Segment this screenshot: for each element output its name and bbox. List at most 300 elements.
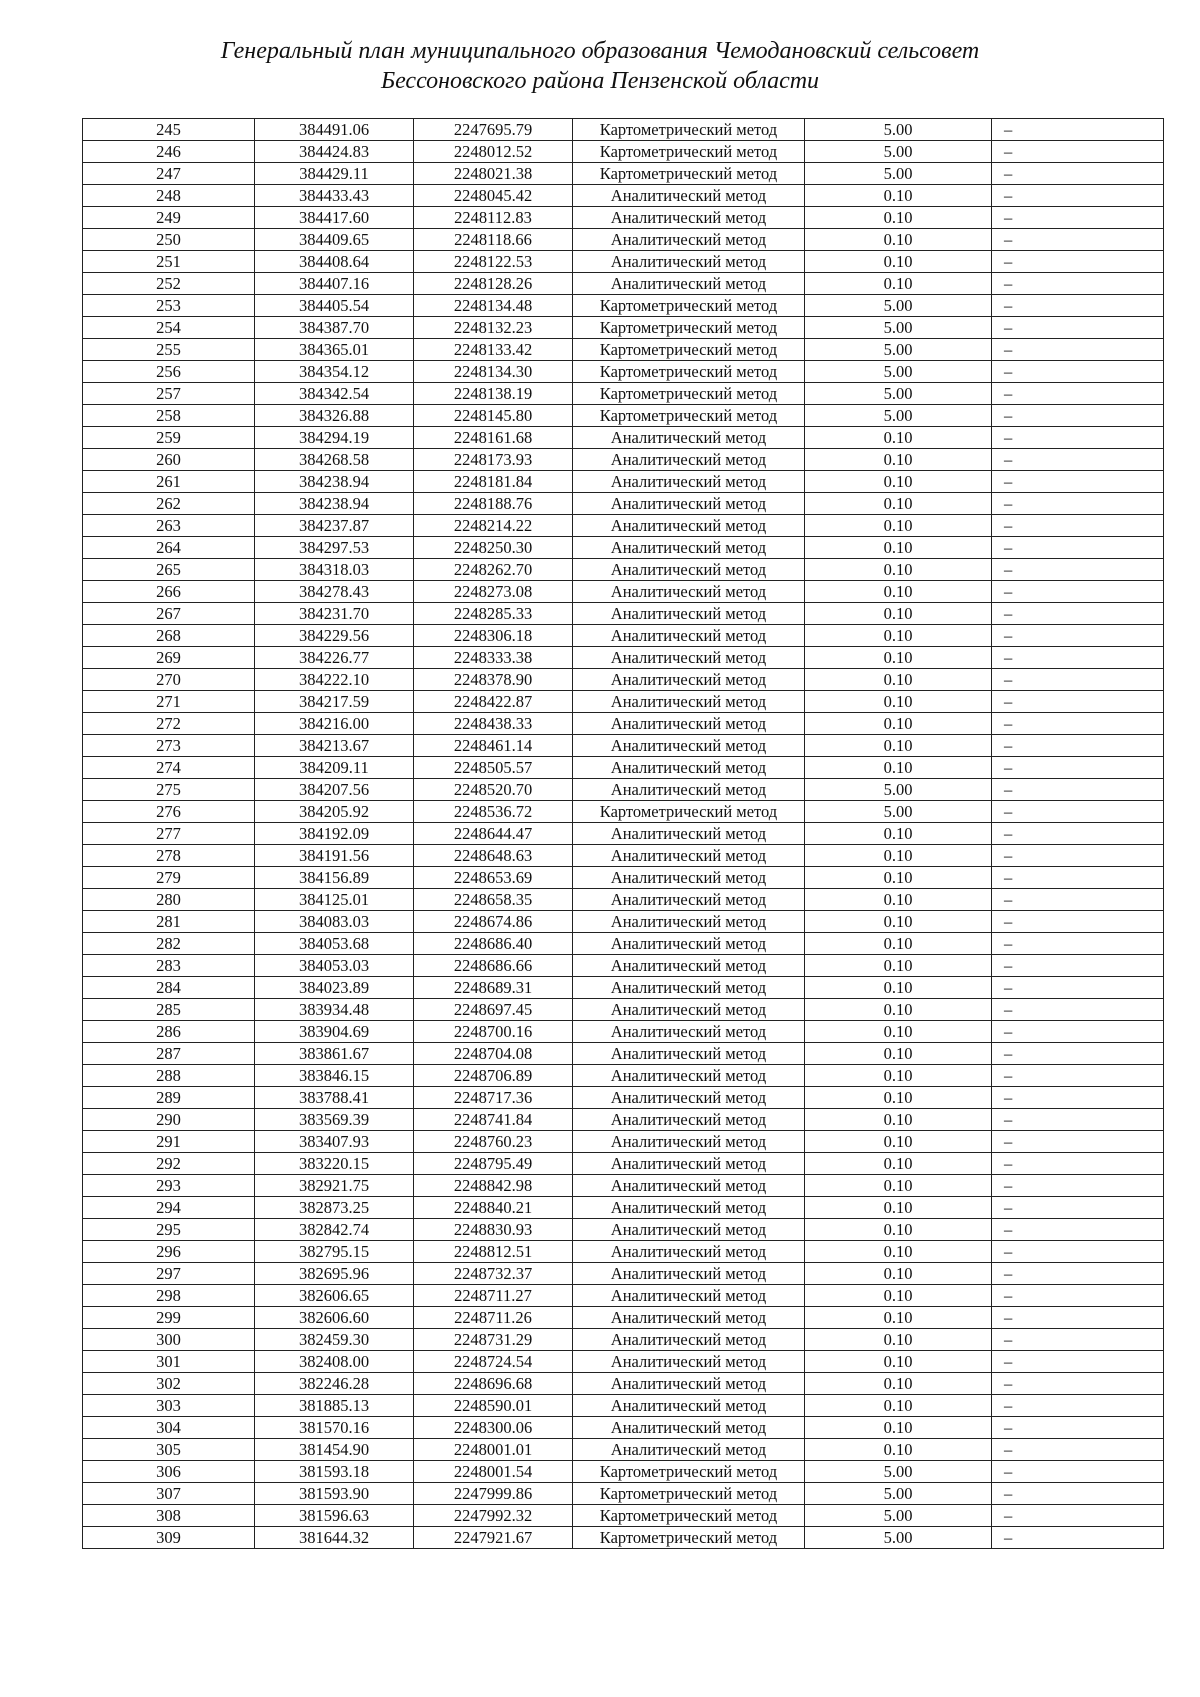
description-cell: –: [992, 559, 1164, 581]
y-coordinate-cell: 2248188.76: [414, 493, 573, 515]
table-row: [83, 889, 1164, 911]
description-cell: –: [992, 1043, 1164, 1065]
y-coordinate-cell: 2248306.18: [414, 625, 573, 647]
x-coordinate-cell: 384209.11: [255, 757, 414, 779]
table-row: [83, 1351, 1164, 1373]
accuracy-cell: 0.10: [805, 207, 992, 229]
method-cell: Аналитический метод: [573, 845, 805, 867]
point-number-cell: 250: [83, 229, 255, 251]
table-row: [83, 647, 1164, 669]
accuracy-cell: 0.10: [805, 1065, 992, 1087]
x-coordinate-cell: 383569.39: [255, 1109, 414, 1131]
table-row: [83, 999, 1164, 1021]
description-cell: –: [992, 207, 1164, 229]
table-row: [83, 1065, 1164, 1087]
table-row: [83, 361, 1164, 383]
y-coordinate-cell: 2248181.84: [414, 471, 573, 493]
y-coordinate-cell: 2248012.52: [414, 141, 573, 163]
table-row: [83, 625, 1164, 647]
point-number-cell: 278: [83, 845, 255, 867]
x-coordinate-cell: 381593.90: [255, 1483, 414, 1505]
accuracy-cell: 5.00: [805, 1483, 992, 1505]
method-cell: Аналитический метод: [573, 735, 805, 757]
table-row: [83, 845, 1164, 867]
table-row: [83, 1527, 1164, 1549]
x-coordinate-cell: 383220.15: [255, 1153, 414, 1175]
method-cell: Аналитический метод: [573, 1439, 805, 1461]
table-row: [83, 603, 1164, 625]
method-cell: Аналитический метод: [573, 273, 805, 295]
x-coordinate-cell: 382921.75: [255, 1175, 414, 1197]
table-row: [83, 1153, 1164, 1175]
description-cell: –: [992, 779, 1164, 801]
table-row: [83, 1373, 1164, 1395]
method-cell: Аналитический метод: [573, 977, 805, 999]
accuracy-cell: 0.10: [805, 1439, 992, 1461]
description-cell: –: [992, 1461, 1164, 1483]
description-cell: –: [992, 845, 1164, 867]
point-number-cell: 258: [83, 405, 255, 427]
x-coordinate-cell: 384326.88: [255, 405, 414, 427]
accuracy-cell: 0.10: [805, 625, 992, 647]
table-row: [83, 471, 1164, 493]
description-cell: –: [992, 141, 1164, 163]
table-row: [83, 493, 1164, 515]
x-coordinate-cell: 384342.54: [255, 383, 414, 405]
accuracy-cell: 0.10: [805, 493, 992, 515]
method-cell: Аналитический метод: [573, 779, 805, 801]
x-coordinate-cell: 381593.18: [255, 1461, 414, 1483]
point-number-cell: 269: [83, 647, 255, 669]
description-cell: –: [992, 1175, 1164, 1197]
point-number-cell: 271: [83, 691, 255, 713]
accuracy-cell: 0.10: [805, 911, 992, 933]
point-number-cell: 291: [83, 1131, 255, 1153]
x-coordinate-cell: 384429.11: [255, 163, 414, 185]
description-cell: –: [992, 1351, 1164, 1373]
point-number-cell: 268: [83, 625, 255, 647]
method-cell: Аналитический метод: [573, 1153, 805, 1175]
x-coordinate-cell: 384268.58: [255, 449, 414, 471]
method-cell: Аналитический метод: [573, 1351, 805, 1373]
description-cell: –: [992, 625, 1164, 647]
x-coordinate-cell: 384053.03: [255, 955, 414, 977]
accuracy-cell: 0.10: [805, 1175, 992, 1197]
point-number-cell: 306: [83, 1461, 255, 1483]
method-cell: Аналитический метод: [573, 1285, 805, 1307]
method-cell: Аналитический метод: [573, 867, 805, 889]
table-row: [83, 251, 1164, 273]
accuracy-cell: 0.10: [805, 955, 992, 977]
point-number-cell: 294: [83, 1197, 255, 1219]
table-row: [83, 1219, 1164, 1241]
x-coordinate-cell: 383904.69: [255, 1021, 414, 1043]
x-coordinate-cell: 384433.43: [255, 185, 414, 207]
y-coordinate-cell: 2248700.16: [414, 1021, 573, 1043]
table-row: [83, 801, 1164, 823]
y-coordinate-cell: 2248840.21: [414, 1197, 573, 1219]
point-number-cell: 281: [83, 911, 255, 933]
accuracy-cell: 0.10: [805, 1197, 992, 1219]
table-row: [83, 1439, 1164, 1461]
accuracy-cell: 0.10: [805, 537, 992, 559]
point-number-cell: 289: [83, 1087, 255, 1109]
y-coordinate-cell: 2248161.68: [414, 427, 573, 449]
method-cell: Картометрический метод: [573, 361, 805, 383]
point-number-cell: 287: [83, 1043, 255, 1065]
y-coordinate-cell: 2248333.38: [414, 647, 573, 669]
y-coordinate-cell: 2247921.67: [414, 1527, 573, 1549]
point-number-cell: 296: [83, 1241, 255, 1263]
method-cell: Картометрический метод: [573, 295, 805, 317]
y-coordinate-cell: 2248128.26: [414, 273, 573, 295]
x-coordinate-cell: 381570.16: [255, 1417, 414, 1439]
point-number-cell: 304: [83, 1417, 255, 1439]
point-number-cell: 300: [83, 1329, 255, 1351]
x-coordinate-cell: 384408.64: [255, 251, 414, 273]
description-cell: –: [992, 1219, 1164, 1241]
accuracy-cell: 0.10: [805, 1087, 992, 1109]
method-cell: Аналитический метод: [573, 1175, 805, 1197]
method-cell: Аналитический метод: [573, 1241, 805, 1263]
point-number-cell: 265: [83, 559, 255, 581]
accuracy-cell: 0.10: [805, 1351, 992, 1373]
description-cell: –: [992, 537, 1164, 559]
accuracy-cell: 0.10: [805, 691, 992, 713]
y-coordinate-cell: 2248686.40: [414, 933, 573, 955]
description-cell: –: [992, 1285, 1164, 1307]
x-coordinate-cell: 382606.60: [255, 1307, 414, 1329]
description-cell: –: [992, 1065, 1164, 1087]
point-number-cell: 299: [83, 1307, 255, 1329]
method-cell: Аналитический метод: [573, 647, 805, 669]
accuracy-cell: 0.10: [805, 1307, 992, 1329]
accuracy-cell: 5.00: [805, 801, 992, 823]
description-cell: –: [992, 383, 1164, 405]
point-number-cell: 245: [83, 119, 255, 141]
table-row: [83, 273, 1164, 295]
coordinates-table: [82, 118, 1164, 1549]
y-coordinate-cell: 2248711.26: [414, 1307, 573, 1329]
method-cell: Аналитический метод: [573, 1197, 805, 1219]
y-coordinate-cell: 2248674.86: [414, 911, 573, 933]
accuracy-cell: 0.10: [805, 933, 992, 955]
description-cell: –: [992, 229, 1164, 251]
accuracy-cell: 0.10: [805, 1263, 992, 1285]
y-coordinate-cell: 2248795.49: [414, 1153, 573, 1175]
y-coordinate-cell: 2248118.66: [414, 229, 573, 251]
accuracy-cell: 0.10: [805, 1395, 992, 1417]
x-coordinate-cell: 384238.94: [255, 471, 414, 493]
description-cell: –: [992, 581, 1164, 603]
accuracy-cell: 0.10: [805, 273, 992, 295]
method-cell: Аналитический метод: [573, 1219, 805, 1241]
method-cell: Аналитический метод: [573, 1373, 805, 1395]
point-number-cell: 277: [83, 823, 255, 845]
y-coordinate-cell: 2248145.80: [414, 405, 573, 427]
point-number-cell: 280: [83, 889, 255, 911]
y-coordinate-cell: 2248378.90: [414, 669, 573, 691]
point-number-cell: 259: [83, 427, 255, 449]
y-coordinate-cell: 2248045.42: [414, 185, 573, 207]
point-number-cell: 309: [83, 1527, 255, 1549]
table-row: [83, 1263, 1164, 1285]
accuracy-cell: 0.10: [805, 1241, 992, 1263]
y-coordinate-cell: 2248273.08: [414, 581, 573, 603]
table-row: [83, 581, 1164, 603]
accuracy-cell: 0.10: [805, 251, 992, 273]
accuracy-cell: 5.00: [805, 361, 992, 383]
description-cell: –: [992, 911, 1164, 933]
description-cell: –: [992, 1307, 1164, 1329]
accuracy-cell: 0.10: [805, 845, 992, 867]
y-coordinate-cell: 2248001.54: [414, 1461, 573, 1483]
table-row: [83, 669, 1164, 691]
y-coordinate-cell: 2248138.19: [414, 383, 573, 405]
method-cell: Картометрический метод: [573, 1461, 805, 1483]
method-cell: Аналитический метод: [573, 1131, 805, 1153]
description-cell: –: [992, 1439, 1164, 1461]
method-cell: Картометрический метод: [573, 1527, 805, 1549]
table-row: [83, 1241, 1164, 1263]
description-cell: –: [992, 1483, 1164, 1505]
point-number-cell: 264: [83, 537, 255, 559]
method-cell: Аналитический метод: [573, 911, 805, 933]
accuracy-cell: 0.10: [805, 669, 992, 691]
x-coordinate-cell: 384207.56: [255, 779, 414, 801]
y-coordinate-cell: 2248732.37: [414, 1263, 573, 1285]
description-cell: –: [992, 1395, 1164, 1417]
method-cell: Аналитический метод: [573, 559, 805, 581]
method-cell: Аналитический метод: [573, 1417, 805, 1439]
point-number-cell: 270: [83, 669, 255, 691]
point-number-cell: 285: [83, 999, 255, 1021]
y-coordinate-cell: 2248653.69: [414, 867, 573, 889]
x-coordinate-cell: 381596.63: [255, 1505, 414, 1527]
accuracy-cell: 0.10: [805, 867, 992, 889]
description-cell: –: [992, 669, 1164, 691]
accuracy-cell: 5.00: [805, 1505, 992, 1527]
table-row: [83, 713, 1164, 735]
accuracy-cell: 0.10: [805, 1329, 992, 1351]
x-coordinate-cell: 384424.83: [255, 141, 414, 163]
table-row: [83, 955, 1164, 977]
accuracy-cell: 5.00: [805, 317, 992, 339]
y-coordinate-cell: 2248741.84: [414, 1109, 573, 1131]
x-coordinate-cell: 384229.56: [255, 625, 414, 647]
x-coordinate-cell: 384387.70: [255, 317, 414, 339]
accuracy-cell: 0.10: [805, 1153, 992, 1175]
method-cell: Аналитический метод: [573, 1021, 805, 1043]
x-coordinate-cell: 382873.25: [255, 1197, 414, 1219]
method-cell: Аналитический метод: [573, 449, 805, 471]
table-row: [83, 1307, 1164, 1329]
method-cell: Аналитический метод: [573, 1307, 805, 1329]
y-coordinate-cell: 2248422.87: [414, 691, 573, 713]
description-cell: –: [992, 361, 1164, 383]
accuracy-cell: 0.10: [805, 647, 992, 669]
description-cell: –: [992, 273, 1164, 295]
x-coordinate-cell: 384192.09: [255, 823, 414, 845]
x-coordinate-cell: 381454.90: [255, 1439, 414, 1461]
method-cell: Картометрический метод: [573, 119, 805, 141]
method-cell: Картометрический метод: [573, 1483, 805, 1505]
y-coordinate-cell: 2248134.30: [414, 361, 573, 383]
method-cell: Картометрический метод: [573, 141, 805, 163]
accuracy-cell: 0.10: [805, 1417, 992, 1439]
x-coordinate-cell: 384409.65: [255, 229, 414, 251]
description-cell: –: [992, 933, 1164, 955]
method-cell: Аналитический метод: [573, 889, 805, 911]
y-coordinate-cell: 2248830.93: [414, 1219, 573, 1241]
table-row: [83, 1417, 1164, 1439]
description-cell: –: [992, 251, 1164, 273]
x-coordinate-cell: 384191.56: [255, 845, 414, 867]
description-cell: –: [992, 163, 1164, 185]
table-row: [83, 185, 1164, 207]
method-cell: Аналитический метод: [573, 427, 805, 449]
table-row: [83, 1395, 1164, 1417]
point-number-cell: 303: [83, 1395, 255, 1417]
table-row: [83, 779, 1164, 801]
method-cell: Аналитический метод: [573, 823, 805, 845]
description-cell: –: [992, 1263, 1164, 1285]
y-coordinate-cell: 2248021.38: [414, 163, 573, 185]
table-row: [83, 1043, 1164, 1065]
table-row: [83, 1109, 1164, 1131]
point-number-cell: 305: [83, 1439, 255, 1461]
page-header: [0, 36, 1200, 96]
y-coordinate-cell: 2248590.01: [414, 1395, 573, 1417]
x-coordinate-cell: 383407.93: [255, 1131, 414, 1153]
y-coordinate-cell: 2248812.51: [414, 1241, 573, 1263]
point-number-cell: 279: [83, 867, 255, 889]
point-number-cell: 283: [83, 955, 255, 977]
accuracy-cell: 0.10: [805, 1043, 992, 1065]
table-row: [83, 229, 1164, 251]
method-cell: Аналитический метод: [573, 999, 805, 1021]
x-coordinate-cell: 384205.92: [255, 801, 414, 823]
table-row: [83, 1285, 1164, 1307]
point-number-cell: 307: [83, 1483, 255, 1505]
point-number-cell: 254: [83, 317, 255, 339]
y-coordinate-cell: 2248717.36: [414, 1087, 573, 1109]
description-cell: –: [992, 1241, 1164, 1263]
x-coordinate-cell: 384294.19: [255, 427, 414, 449]
point-number-cell: 267: [83, 603, 255, 625]
table-row: [83, 405, 1164, 427]
method-cell: Картометрический метод: [573, 1505, 805, 1527]
y-coordinate-cell: 2248731.29: [414, 1329, 573, 1351]
accuracy-cell: 0.10: [805, 977, 992, 999]
y-coordinate-cell: 2248648.63: [414, 845, 573, 867]
point-number-cell: 301: [83, 1351, 255, 1373]
method-cell: Картометрический метод: [573, 317, 805, 339]
table-row: [83, 757, 1164, 779]
method-cell: Картометрический метод: [573, 405, 805, 427]
method-cell: Аналитический метод: [573, 933, 805, 955]
coordinates-table-body: [83, 119, 1164, 1549]
x-coordinate-cell: 382459.30: [255, 1329, 414, 1351]
method-cell: Аналитический метод: [573, 537, 805, 559]
method-cell: Аналитический метод: [573, 625, 805, 647]
y-coordinate-cell: 2248438.33: [414, 713, 573, 735]
point-number-cell: 263: [83, 515, 255, 537]
table-row: [83, 1505, 1164, 1527]
x-coordinate-cell: 384125.01: [255, 889, 414, 911]
description-cell: –: [992, 493, 1164, 515]
x-coordinate-cell: 381644.32: [255, 1527, 414, 1549]
x-coordinate-cell: 381885.13: [255, 1395, 414, 1417]
method-cell: Аналитический метод: [573, 1065, 805, 1087]
description-cell: –: [992, 889, 1164, 911]
description-cell: –: [992, 1153, 1164, 1175]
table-row: [83, 867, 1164, 889]
y-coordinate-cell: 2248134.48: [414, 295, 573, 317]
x-coordinate-cell: 383788.41: [255, 1087, 414, 1109]
method-cell: Аналитический метод: [573, 515, 805, 537]
y-coordinate-cell: 2247992.32: [414, 1505, 573, 1527]
y-coordinate-cell: 2248300.06: [414, 1417, 573, 1439]
accuracy-cell: 0.10: [805, 1021, 992, 1043]
table-row: [83, 559, 1164, 581]
x-coordinate-cell: 383861.67: [255, 1043, 414, 1065]
point-number-cell: 262: [83, 493, 255, 515]
point-number-cell: 247: [83, 163, 255, 185]
point-number-cell: 295: [83, 1219, 255, 1241]
description-cell: –: [992, 317, 1164, 339]
table-row: [83, 317, 1164, 339]
table-row: [83, 207, 1164, 229]
point-number-cell: 251: [83, 251, 255, 273]
y-coordinate-cell: 2248706.89: [414, 1065, 573, 1087]
table-row: [83, 1461, 1164, 1483]
x-coordinate-cell: 383846.15: [255, 1065, 414, 1087]
accuracy-cell: 0.10: [805, 1373, 992, 1395]
table-row: [83, 1131, 1164, 1153]
y-coordinate-cell: 2248133.42: [414, 339, 573, 361]
x-coordinate-cell: 384156.89: [255, 867, 414, 889]
method-cell: Аналитический метод: [573, 1043, 805, 1065]
description-cell: –: [992, 1021, 1164, 1043]
x-coordinate-cell: 382842.74: [255, 1219, 414, 1241]
table-row: [83, 119, 1164, 141]
description-cell: –: [992, 427, 1164, 449]
point-number-cell: 288: [83, 1065, 255, 1087]
x-coordinate-cell: 384318.03: [255, 559, 414, 581]
y-coordinate-cell: 2248132.23: [414, 317, 573, 339]
method-cell: Аналитический метод: [573, 955, 805, 977]
table-row: [83, 1175, 1164, 1197]
y-coordinate-cell: 2248689.31: [414, 977, 573, 999]
x-coordinate-cell: 382695.96: [255, 1263, 414, 1285]
header-title-line-2: Бессоновского района Пензенской области: [380, 68, 820, 94]
table-row: [83, 1483, 1164, 1505]
x-coordinate-cell: 384278.43: [255, 581, 414, 603]
description-cell: –: [992, 295, 1164, 317]
accuracy-cell: 0.10: [805, 449, 992, 471]
method-cell: Картометрический метод: [573, 339, 805, 361]
accuracy-cell: 5.00: [805, 163, 992, 185]
x-coordinate-cell: 384083.03: [255, 911, 414, 933]
method-cell: Аналитический метод: [573, 713, 805, 735]
method-cell: Картометрический метод: [573, 163, 805, 185]
x-coordinate-cell: 382795.15: [255, 1241, 414, 1263]
point-number-cell: 246: [83, 141, 255, 163]
method-cell: Аналитический метод: [573, 603, 805, 625]
point-number-cell: 266: [83, 581, 255, 603]
point-number-cell: 282: [83, 933, 255, 955]
